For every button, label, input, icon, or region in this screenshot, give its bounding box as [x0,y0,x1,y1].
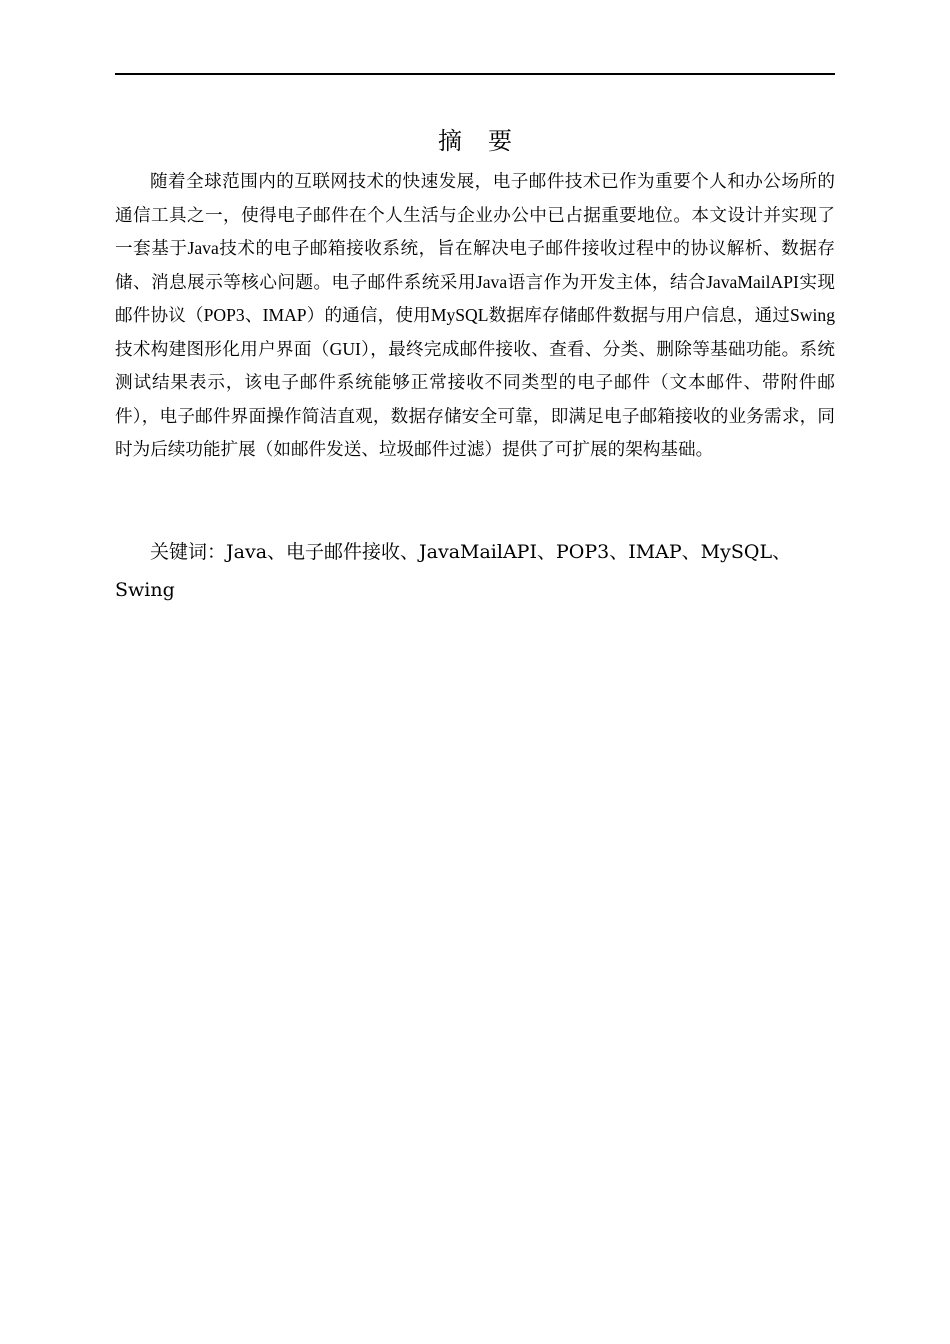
abstract-body: 随着全球范围内的互联网技术的快速发展，电子邮件技术已作为重要个人和办公场所的通信工具之一，使得电子邮件在个人生活与企业办公中已占据重要地位。本文设计并实现了一套基于Java技术的电子邮箱接收系统，旨在解决电子邮件接收过程中的协议解析、数据存储、消息展示等核心问题。电子邮件系统采用Java语言作为开发主体，结合JavaMailAPI实现邮件协议（POP3、IMAP）的通信，使用MySQL数据库存储邮件数据与用户信息，通过Swing技术构建图形化用户界面（GUI），最终完成邮件接收、查看、分类、删除等基础功能。系统测试结果表示，该电子邮件系统能够正常接收不同类型的电子邮件（文本邮件、带附件邮件），电子邮件界面操作简洁直观，数据存储安全可靠，即满足电子邮箱接收的业务需求，同时为后续功能扩展（如邮件发送、垃圾邮件过滤）提供了可扩展的架构基础。 [115,171,835,459]
keywords-label: 关键词： [150,541,227,563]
header-rule [115,73,835,75]
keywords-list: Java、电子邮件接收、JavaMailAPI、POP3、IMAP、MySQL、Swing [115,541,792,601]
abstract-title: 摘要 [438,127,538,155]
keywords-paragraph [115,533,815,609]
